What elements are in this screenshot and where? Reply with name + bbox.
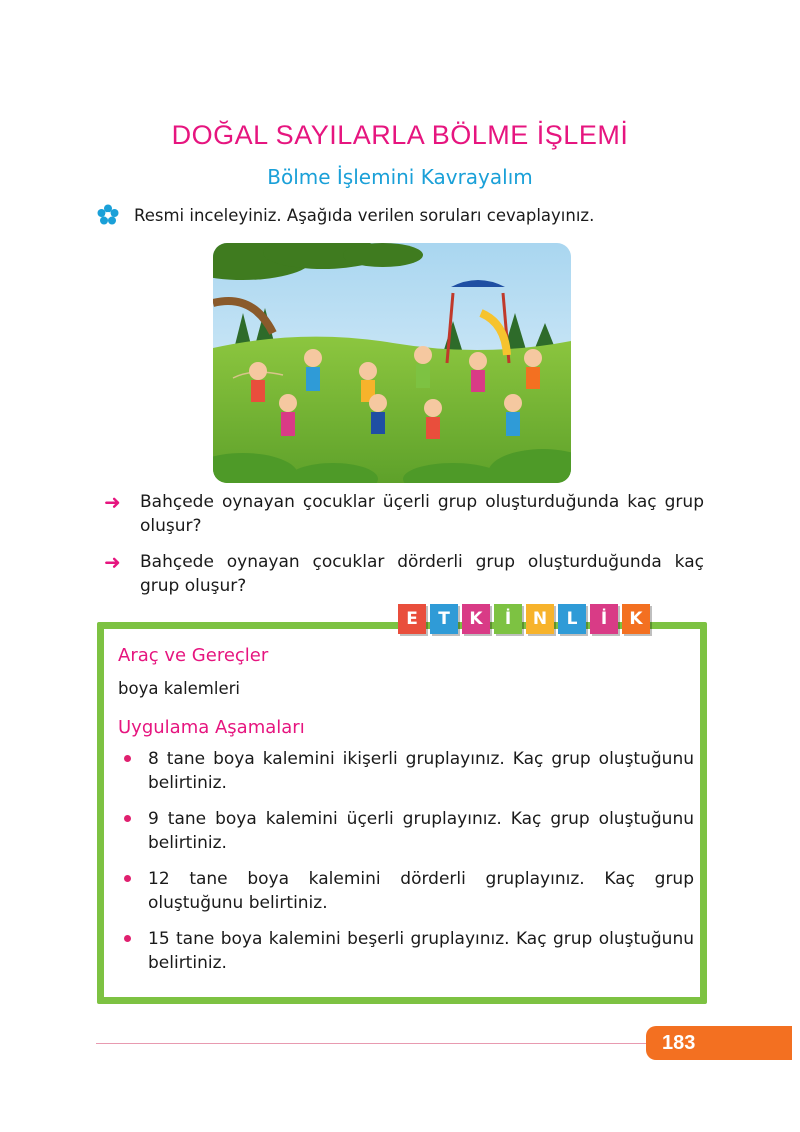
question-text: Bahçede oynayan çocuklar üçerli grup oluşturduğunda kaç grup oluşur? xyxy=(140,492,704,536)
materials-heading: Araç ve Gereçler xyxy=(118,645,269,666)
tile-n: N xyxy=(526,604,554,634)
steps-heading: Uygulama Aşamaları xyxy=(118,717,305,738)
question-text: Bahçede oynayan çocuklar dörderli grup oluşturduğunda kaç grup oluşur? xyxy=(140,552,704,596)
arrow-right-icon: ➜ xyxy=(104,550,121,574)
question-1 xyxy=(104,490,704,538)
page-subtitle: Bölme İşlemini Kavrayalım xyxy=(267,165,533,189)
tile-t: T xyxy=(430,604,458,634)
list-item: 9 tane boya kalemini üçerli gruplayınız. Kaç grup oluştuğunu belirtiniz. xyxy=(118,807,694,855)
tile-i: İ xyxy=(494,604,522,634)
instruction-text: Resmi inceleyiniz. Aşağıda verilen soruları cevaplayınız. xyxy=(134,205,595,225)
playground-illustration xyxy=(213,243,571,483)
question-2 xyxy=(104,550,704,598)
footer-divider xyxy=(96,1043,656,1044)
instruction xyxy=(96,203,716,227)
tile-i-2: İ xyxy=(590,604,618,634)
list-item: 15 tane boya kalemini beşerli gruplayınız. Kaç grup oluştuğunu belirtiniz. xyxy=(118,927,694,975)
activity-box xyxy=(97,622,707,1004)
tile-l: L xyxy=(558,604,586,634)
page-title: DOĞAL SAYILARLA BÖLME İŞLEMİ xyxy=(171,120,629,150)
arrow-right-icon: ➜ xyxy=(104,490,121,514)
activity-label-tiles xyxy=(398,604,650,634)
tile-k-2: K xyxy=(622,604,650,634)
tile-k: K xyxy=(462,604,490,634)
materials-text: boya kalemleri xyxy=(118,679,240,698)
tile-e: E xyxy=(398,604,426,634)
list-item: 8 tane boya kalemini ikişerli gruplayınız. Kaç grup oluştuğunu belirtiniz. xyxy=(118,747,694,795)
page-number: 183 xyxy=(646,1026,792,1060)
list-item: 12 tane boya kalemini dörderli gruplayınız. Kaç grup oluştuğunu belirtiniz. xyxy=(118,867,694,915)
flower-icon xyxy=(96,203,120,227)
steps-list xyxy=(118,747,694,987)
